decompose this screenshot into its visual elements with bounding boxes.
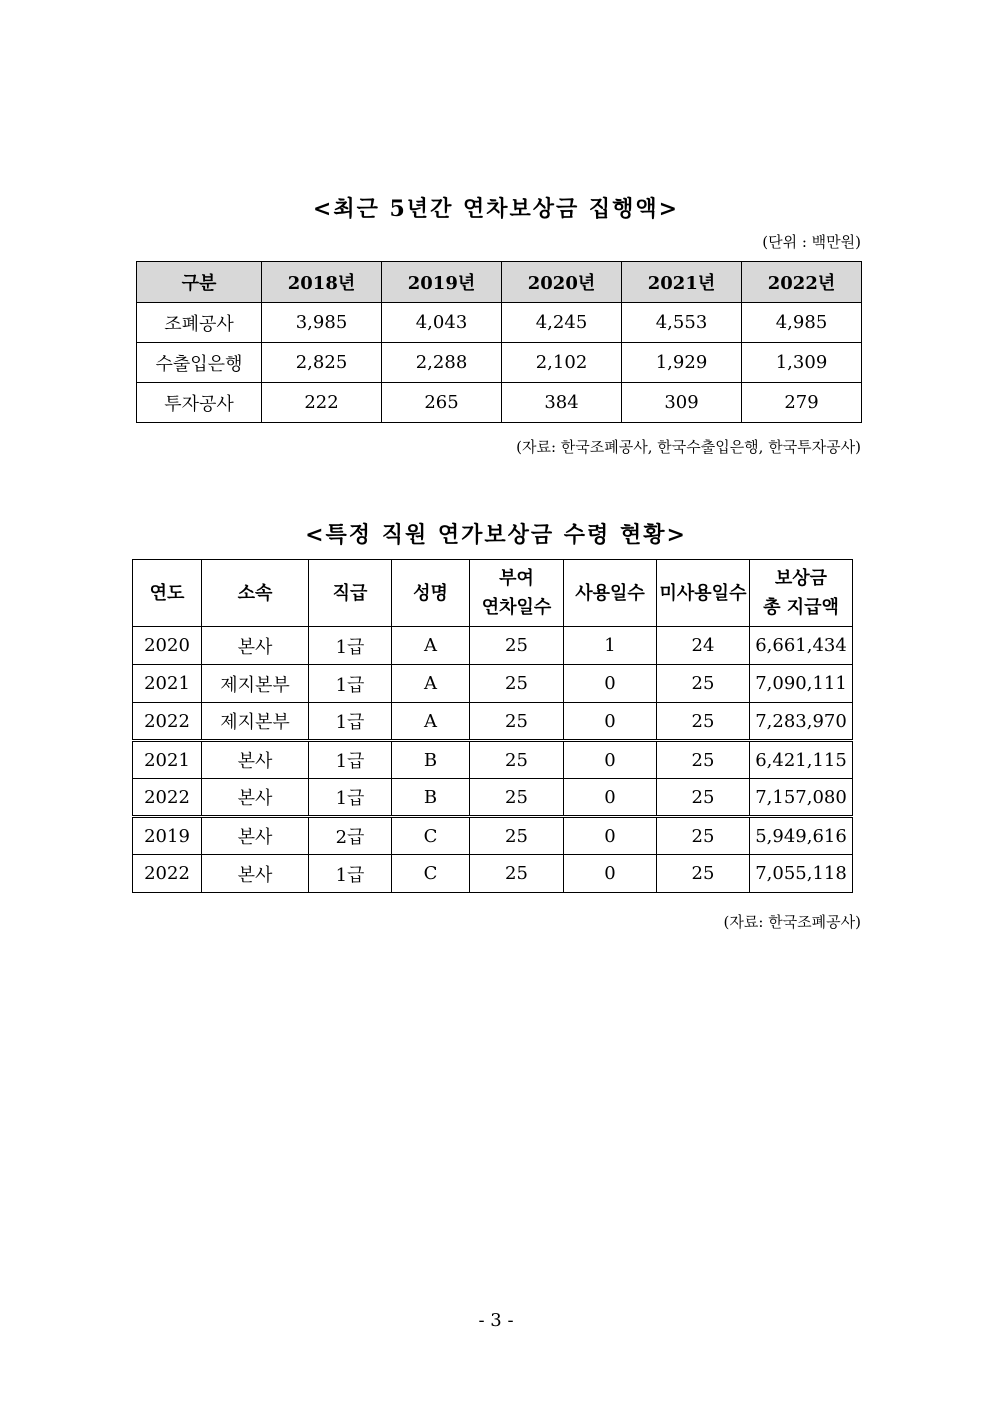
table-cell: 279 <box>742 383 862 423</box>
table-cell: 본사 <box>202 817 309 855</box>
table-cell: 5,949,616 <box>750 817 853 855</box>
table-cell: 25 <box>470 741 564 779</box>
table-cell: 0 <box>564 665 657 703</box>
table-cell: 1 <box>564 627 657 665</box>
table-cell: 6,661,434 <box>750 627 853 665</box>
annual-leave-compensation-table <box>136 261 862 423</box>
table-row <box>137 343 862 383</box>
table-cell: 1급 <box>309 627 392 665</box>
table-cell: 1급 <box>309 703 392 741</box>
table-cell: 2,825 <box>262 343 382 383</box>
table-cell: 0 <box>564 779 657 817</box>
table-cell: 25 <box>470 779 564 817</box>
header-cell: 연도 <box>133 560 202 627</box>
table-cell: 본사 <box>202 779 309 817</box>
table-cell: 1,309 <box>742 343 862 383</box>
header-cell: 2020년 <box>502 262 622 303</box>
table1-title: <최근 5년간 연차보상금 집행액> <box>312 196 680 222</box>
table-cell: C <box>392 817 470 855</box>
table-cell: 384 <box>502 383 622 423</box>
table-cell: 25 <box>470 817 564 855</box>
header-cell: 성명 <box>392 560 470 627</box>
table-cell: 7,157,080 <box>750 779 853 817</box>
table-cell: C <box>392 855 470 893</box>
table-header-row <box>137 262 862 303</box>
table-cell: 4,043 <box>382 303 502 343</box>
header-cell: 2019년 <box>382 262 502 303</box>
header-cell: 미사용일수 <box>657 560 750 627</box>
table-cell: 2021 <box>133 665 202 703</box>
table2-title: <특정 직원 연가보상금 수령 현황> <box>305 522 687 548</box>
table-cell: 제지본부 <box>202 703 309 741</box>
table-cell: 본사 <box>202 855 309 893</box>
header-cell: 2021년 <box>622 262 742 303</box>
table-cell: 7,283,970 <box>750 703 853 741</box>
table-cell: 6,421,115 <box>750 741 853 779</box>
table-cell: 25 <box>470 665 564 703</box>
table-cell: 25 <box>657 779 750 817</box>
table-header-row <box>133 560 853 627</box>
header-cell: 보상금 총 지급액 <box>750 560 853 627</box>
table-cell: 25 <box>657 741 750 779</box>
header-cell: 2022년 <box>742 262 862 303</box>
table1-unit-note: (단위 : 백만원) <box>762 233 861 251</box>
table-cell: 1급 <box>309 665 392 703</box>
table-cell: 3,985 <box>262 303 382 343</box>
table-row <box>137 383 862 423</box>
table-cell: 7,055,118 <box>750 855 853 893</box>
table-cell: 수출입은행 <box>137 343 262 383</box>
table-row <box>133 779 853 817</box>
table-cell: 본사 <box>202 741 309 779</box>
page-number: - 3 - <box>478 1310 514 1331</box>
table-cell: 2급 <box>309 817 392 855</box>
header-cell: 소속 <box>202 560 309 627</box>
table-cell: 0 <box>564 855 657 893</box>
table-cell: 25 <box>657 703 750 741</box>
table-cell: 4,985 <box>742 303 862 343</box>
table2-source: (자료: 한국조폐공사) <box>723 913 861 931</box>
table1-source: (자료: 한국조폐공사, 한국수출입은행, 한국투자공사) <box>516 438 861 456</box>
table-cell: 4,553 <box>622 303 742 343</box>
table-row <box>133 817 853 855</box>
table-cell: 309 <box>622 383 742 423</box>
table-row <box>133 627 853 665</box>
table-cell: 0 <box>564 817 657 855</box>
employee-leave-compensation-table <box>132 559 853 893</box>
header-cell: 구분 <box>137 262 262 303</box>
table-cell: 2022 <box>133 703 202 741</box>
table-cell: 1급 <box>309 741 392 779</box>
table-cell: 4,245 <box>502 303 622 343</box>
table-cell: B <box>392 779 470 817</box>
table-cell: 7,090,111 <box>750 665 853 703</box>
table-cell: B <box>392 741 470 779</box>
table-cell: A <box>392 665 470 703</box>
table-cell: 265 <box>382 383 502 423</box>
header-cell: 부여 연차일수 <box>470 560 564 627</box>
table-cell: 25 <box>657 665 750 703</box>
table-cell: 0 <box>564 703 657 741</box>
header-cell: 직급 <box>309 560 392 627</box>
table-cell: 25 <box>470 855 564 893</box>
table-cell: 2,102 <box>502 343 622 383</box>
table-cell: 222 <box>262 383 382 423</box>
table-cell: A <box>392 627 470 665</box>
table-cell: 25 <box>657 817 750 855</box>
table-cell: 25 <box>657 855 750 893</box>
table-row <box>133 855 853 893</box>
table-cell: 투자공사 <box>137 383 262 423</box>
header-cell: 2018년 <box>262 262 382 303</box>
table-cell: 2022 <box>133 855 202 893</box>
table-cell: 25 <box>470 703 564 741</box>
table-row <box>133 665 853 703</box>
table-cell: 2019 <box>133 817 202 855</box>
table-cell: 24 <box>657 627 750 665</box>
table-cell: 2,288 <box>382 343 502 383</box>
table-cell: 조폐공사 <box>137 303 262 343</box>
table-cell: A <box>392 703 470 741</box>
table-row <box>133 703 853 741</box>
table-cell: 0 <box>564 741 657 779</box>
table-row <box>137 303 862 343</box>
table-cell: 2022 <box>133 779 202 817</box>
table-cell: 25 <box>470 627 564 665</box>
table-cell: 1급 <box>309 779 392 817</box>
table-row <box>133 741 853 779</box>
header-cell: 사용일수 <box>564 560 657 627</box>
table-cell: 제지본부 <box>202 665 309 703</box>
table-cell: 2020 <box>133 627 202 665</box>
table-cell: 1,929 <box>622 343 742 383</box>
table-cell: 2021 <box>133 741 202 779</box>
table-cell: 본사 <box>202 627 309 665</box>
table-cell: 1급 <box>309 855 392 893</box>
